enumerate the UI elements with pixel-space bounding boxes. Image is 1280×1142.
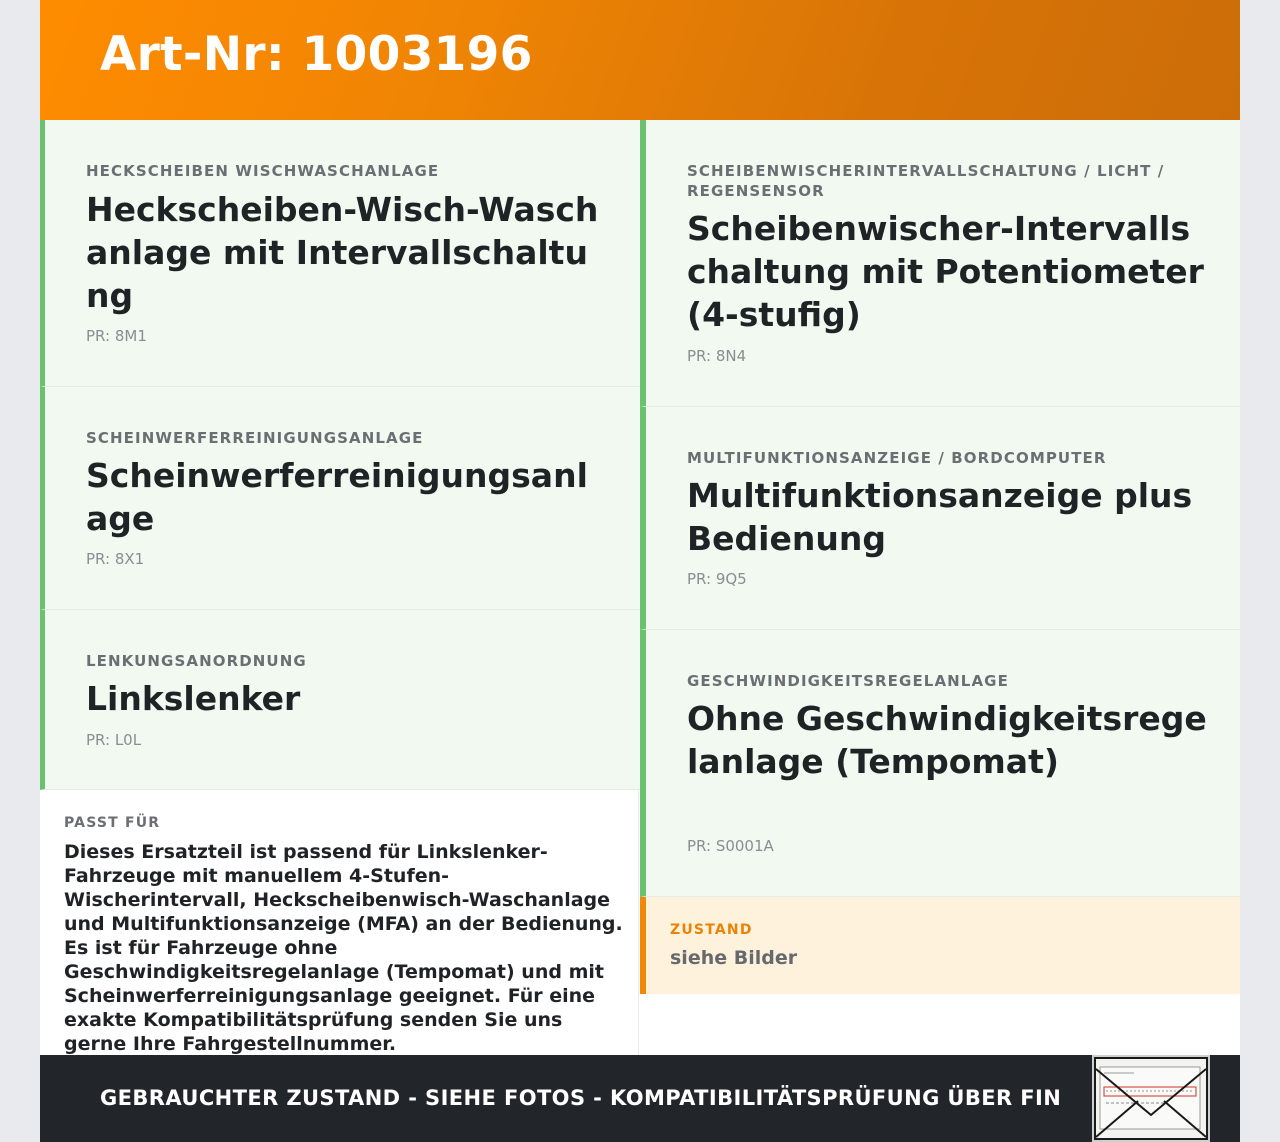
feature-title: Linkslenker bbox=[86, 679, 301, 718]
feature-card bbox=[640, 407, 1240, 630]
feature-card bbox=[640, 120, 1240, 407]
feature-card bbox=[40, 387, 640, 610]
product-page bbox=[40, 0, 1240, 1142]
header-banner bbox=[40, 0, 1240, 120]
feature-category: LENKUNGSANORDNUNG bbox=[86, 652, 307, 670]
footer-text: GEBRAUCHTER ZUSTAND - SIEHE FOTOS - KOMPATIBILITÄTSPRÜFUNG ÜBER FIN bbox=[100, 1086, 1062, 1110]
feature-category: SCHEINWERFERREINIGUNGSANLAGE bbox=[86, 429, 424, 447]
pr-code: PR: 8X1 bbox=[86, 550, 145, 568]
condition-box bbox=[640, 897, 1240, 994]
feature-title: Scheibenwischer-Intervallschaltung mit Potentiometer (4-stufig) bbox=[687, 209, 1204, 334]
condition-label: ZUSTAND bbox=[670, 922, 753, 938]
compatibility-section bbox=[40, 790, 639, 1055]
feature-title: Ohne Geschwindigkeitsregelanlage (Tempomat) bbox=[687, 699, 1207, 781]
feature-card bbox=[640, 630, 1240, 897]
pr-code: PR: S0001A bbox=[687, 837, 774, 855]
feature-card bbox=[40, 120, 640, 387]
compatibility-label: PASST FÜR bbox=[64, 815, 161, 831]
pr-code: PR: 9Q5 bbox=[687, 570, 747, 588]
document-envelope-thumbnail-icon[interactable] bbox=[1092, 1055, 1210, 1142]
feature-card bbox=[40, 610, 640, 790]
feature-category: SCHEIBENWISCHERINTERVALLSCHALTUNG / LICHT / REGENSENSOR bbox=[687, 162, 1165, 200]
feature-category: HECKSCHEIBEN WISCHWASCHANLAGE bbox=[86, 162, 440, 180]
feature-title: Scheinwerferreinigungsanlage bbox=[86, 456, 588, 538]
pr-code: PR: 8M1 bbox=[86, 327, 147, 345]
feature-category: GESCHWINDIGKEITSREGELANLAGE bbox=[687, 672, 1009, 690]
condition-value: siehe Bilder bbox=[670, 947, 798, 969]
feature-title: Multifunktionsanzeige plus Bedienung bbox=[687, 476, 1193, 558]
feature-title: Heckscheiben-Wisch-Waschanlage mit Intervallschaltung bbox=[86, 190, 599, 315]
compatibility-text: Dieses Ersatzteil ist passend für Linkslenker-Fahrzeuge mit manuellem 4-Stufen-Wischerintervall, Heckscheibenwisch-Waschanlage und Multifunktionsanzeige (MFA) an der Bedienung. Es ist für Fahrzeuge ohne Geschwindigkeitsregelanlage (Tempomat) und mit Scheinwerferreinigungsanlage geeignet. Für eine exakte Kompatibilitätsprüfung senden Sie uns gerne Ihre Fahrgestellnummer. bbox=[64, 841, 623, 1055]
pr-code: PR: 8N4 bbox=[687, 347, 747, 365]
article-number-title: Art-Nr: 1003196 bbox=[100, 27, 533, 82]
footer-bar bbox=[40, 1055, 1240, 1142]
pr-code: PR: L0L bbox=[86, 731, 142, 749]
feature-category: MULTIFUNKTIONSANZEIGE / BORDCOMPUTER bbox=[687, 449, 1107, 467]
